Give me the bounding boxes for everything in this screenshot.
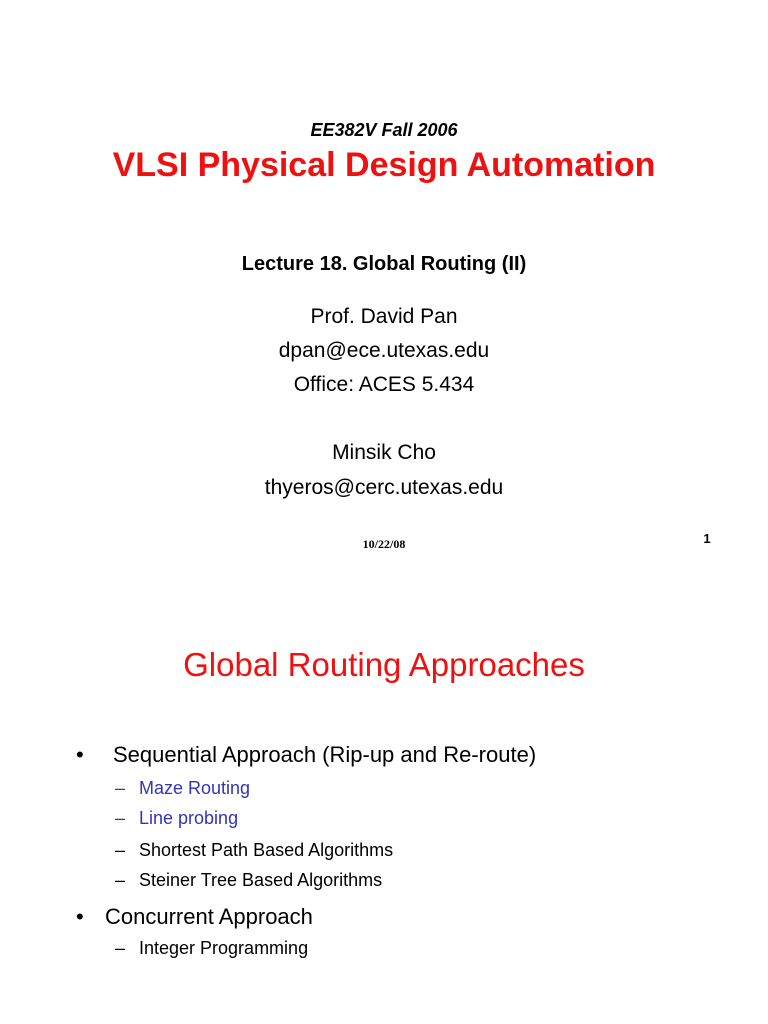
ta-email: thyeros@cerc.utexas.edu bbox=[264, 476, 504, 499]
sub-bullet-marker: – bbox=[115, 808, 126, 828]
bullet-text: Concurrent Approach bbox=[105, 904, 313, 929]
ta-name: Minsik Cho bbox=[332, 441, 436, 464]
bullet-marker: • bbox=[76, 742, 84, 767]
sub-bullet-text: Maze Routing bbox=[139, 778, 251, 798]
professor-email: dpan@ece.utexas.edu bbox=[278, 339, 490, 362]
slide-date: 10/22/08 bbox=[362, 537, 406, 551]
sub-bullet-marker: – bbox=[115, 778, 126, 798]
page-number: 1 bbox=[703, 531, 711, 546]
slide-title: VLSI Physical Design Automation bbox=[112, 146, 656, 184]
sub-bullet-text: Steiner Tree Based Algorithms bbox=[139, 870, 383, 890]
slide-title: Global Routing Approaches bbox=[183, 646, 585, 683]
sub-bullet-text: Line probing bbox=[139, 808, 239, 828]
office-location: Office: ACES 5.434 bbox=[293, 373, 475, 396]
sub-bullet-marker: – bbox=[115, 938, 126, 958]
sub-bullet-text: Shortest Path Based Algorithms bbox=[139, 840, 394, 860]
professor-name: Prof. David Pan bbox=[310, 305, 458, 328]
course-label: EE382V Fall 2006 bbox=[310, 120, 458, 140]
sub-bullet-text: Integer Programming bbox=[139, 938, 309, 958]
lecture-title: Lecture 18. Global Routing (II) bbox=[241, 253, 527, 275]
bullet-text: Sequential Approach (Rip-up and Re-route) bbox=[113, 742, 537, 767]
content-slide bbox=[0, 600, 768, 1024]
sub-bullet-marker: – bbox=[115, 870, 126, 890]
sub-bullet-marker: – bbox=[115, 840, 126, 860]
bullet-marker: • bbox=[76, 904, 84, 929]
